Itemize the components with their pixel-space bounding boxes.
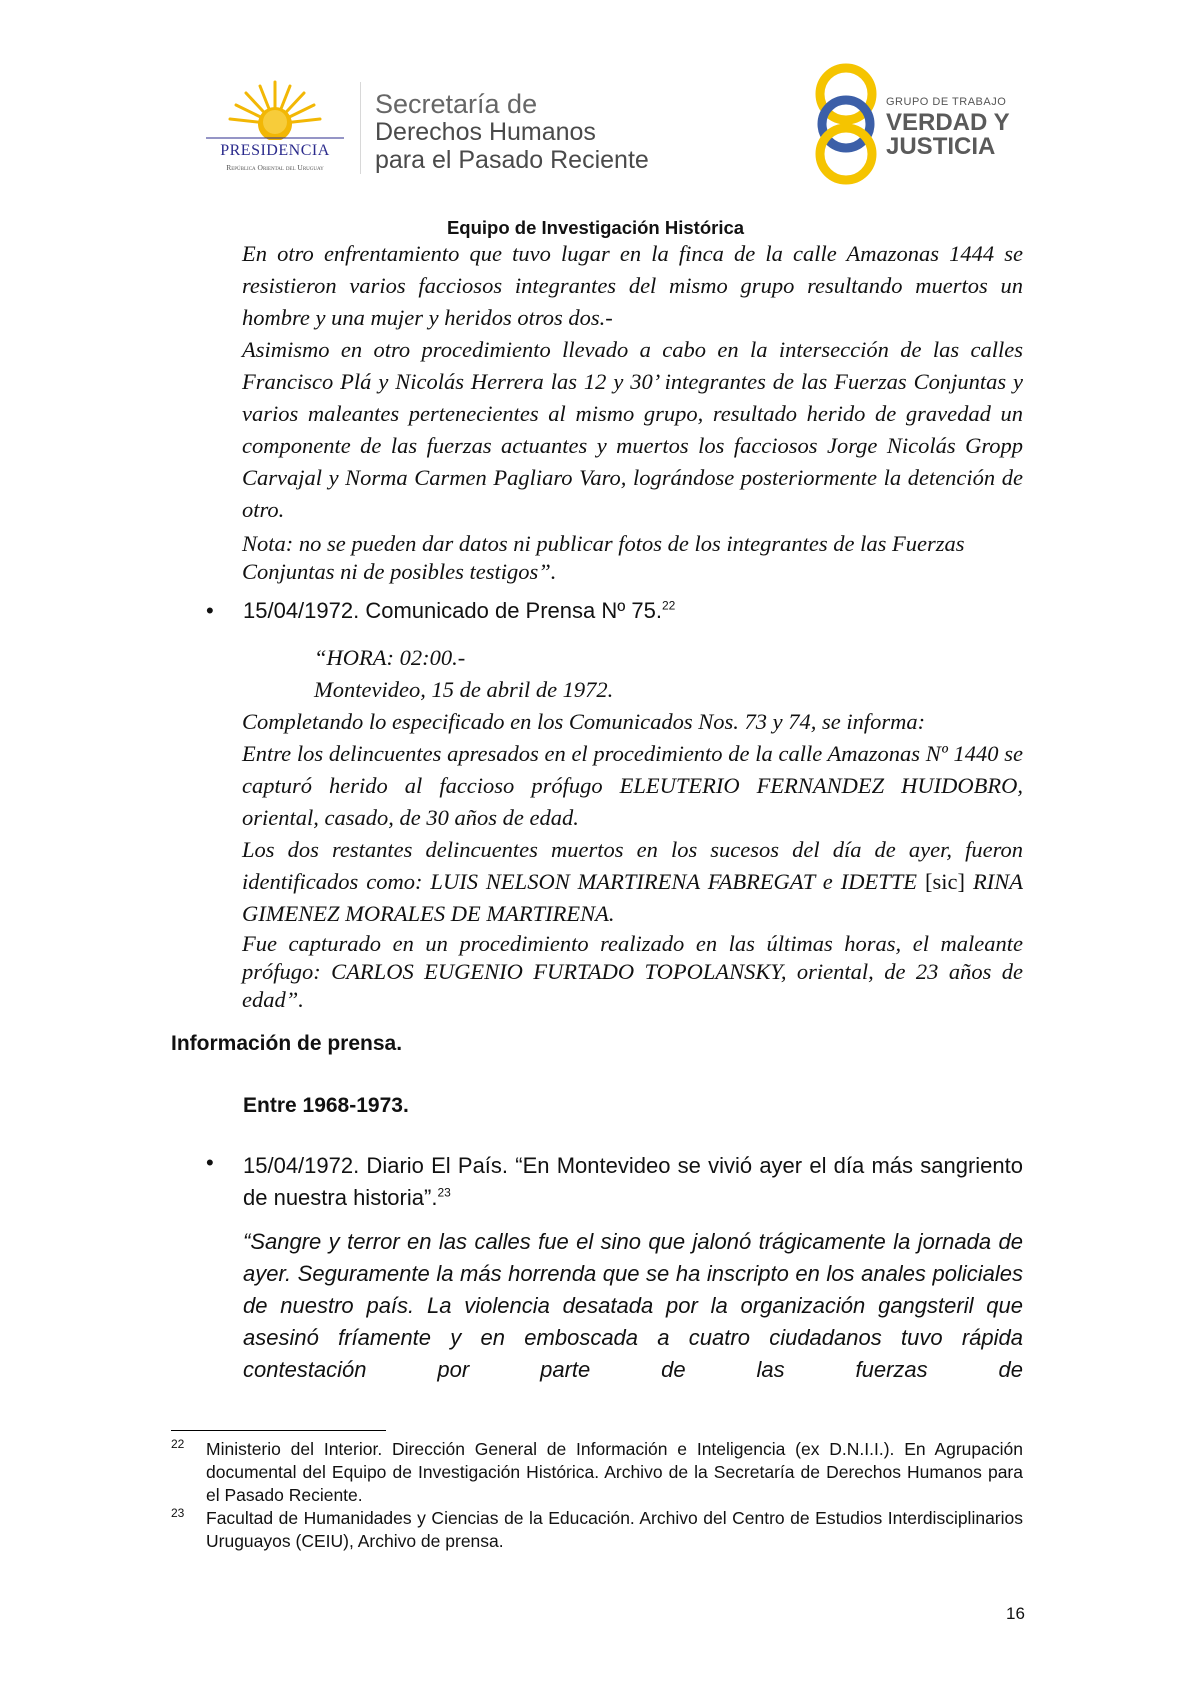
footnote-num-23: 23 bbox=[171, 1506, 185, 1520]
comunicado-p1: Completando lo especificado en los Comunicados Nos. 73 y 74, se informa: bbox=[242, 709, 926, 734]
rings-emblem-icon bbox=[812, 62, 882, 186]
bullet-comunicado bbox=[243, 598, 675, 624]
footnote-separator bbox=[171, 1430, 386, 1431]
comunicado-hora: “HORA: 02:00.- bbox=[314, 645, 466, 670]
paragraph-nota: Nota: no se pueden dar datos ni publicar fotos de los integrantes de las Fuerzas Conjuntas ni de posibles testigos”. bbox=[242, 531, 965, 584]
grupo-logo bbox=[812, 62, 1032, 186]
footnote-ref-22[interactable]: 22 bbox=[661, 598, 676, 613]
bullet-dot-2: • bbox=[206, 1150, 214, 1175]
paragraph-asimismo: Asimismo en otro procedimiento llevado a cabo en la intersección de las calles Francisco Plá y Nicolás Herrera las 12 y 30’ integrantes de las Fuerzas Conjuntas y varios maleantes pertenecientes al mismo grupo, resultado herido de gravedad un componente de las fuerzas actuantes y muertos los facciosos Jorge Nicolás Gropp Carvajal y Norma Carmen Pagliaro Varo, lográndose posteriormente la detención de otro. bbox=[242, 337, 1023, 522]
comunicado-p4: Fue capturado en un procedimiento realizado en las últimas horas, el maleante prófugo: CARLOS EUGENIO FURTADO TOPOLANSKY, oriental, de 23 años de edad”. bbox=[242, 931, 1023, 1012]
presidencia-label: PRESIDENCIA bbox=[220, 142, 330, 159]
grupo-label-justicia: JUSTICIA bbox=[886, 133, 996, 160]
sun-emblem-icon bbox=[196, 78, 354, 140]
equipo-title: Equipo de Investigación Histórica bbox=[446, 217, 745, 238]
page-number: 16 bbox=[1006, 1604, 1025, 1623]
secretaria-title bbox=[375, 90, 649, 174]
presidencia-logo bbox=[196, 78, 354, 176]
secretaria-line-2: Derechos Humanos bbox=[375, 118, 596, 146]
bullet-comunicado-text: 15/04/1972. Comunicado de Prensa Nº 75. bbox=[243, 598, 662, 623]
header-divider bbox=[360, 82, 361, 174]
comunicado-p3-b: RINA GIMENEZ MORALES DE MARTIRENA. bbox=[242, 869, 1023, 926]
grupo-label-small: GRUPO DE TRABAJO bbox=[886, 96, 1007, 108]
secretaria-line-3: para el Pasado Reciente bbox=[375, 146, 649, 174]
sic-mark: [sic] bbox=[925, 869, 966, 894]
secretaria-line-1: Secretaría de bbox=[375, 89, 538, 119]
bullet-dot: • bbox=[206, 598, 214, 623]
footnote-text-22: Ministerio del Interior. Dirección General de Información e Inteligencia (ex D.N.I.I.). En Agrupación documental del Equipo de Investigación Histórica. Archivo de la Secretaría de Derechos Humanos para el Pasado Reciente. bbox=[206, 1439, 1023, 1505]
grupo-label-verdad: VERDAD Y bbox=[886, 109, 1010, 136]
bullet-el-pais-text: 15/04/1972. Diario El País. “En Montevideo se vivió ayer el día más sangriento de nuestra historia”. bbox=[243, 1153, 1023, 1210]
comunicado-p2: Entre los delincuentes apresados en el procedimiento de la calle Amazonas Nº 1440 se capturó herido al faccioso prófugo ELEUTERIO FERNANDEZ HUIDOBRO, oriental, casado, de 30 años de edad. bbox=[242, 741, 1023, 830]
footnote-num-22: 22 bbox=[171, 1437, 185, 1451]
paragraph-enfrentamiento: En otro enfrentamiento que tuvo lugar en la finca de la calle Amazonas 1444 se resistieron varios facciosos integrantes del mismo grupo resultando muertos un hombre y una mujer y heridos otros dos.- bbox=[242, 241, 1023, 330]
heading-informacion-prensa: Información de prensa. bbox=[171, 1032, 403, 1055]
comunicado-fecha: Montevideo, 15 de abril de 1972. bbox=[314, 677, 614, 702]
bullet-el-pais bbox=[243, 1150, 1023, 1214]
heading-entre-fechas: Entre 1968-1973. bbox=[243, 1094, 409, 1117]
quote-el-pais: “Sangre y terror en las calles fue el sino que jalonó trágicamente la jornada de ayer. Seguramente la más horrenda que se ha inscripto en los anales policiales de nuestro país. La violencia desatada por la organización gangsteril que asesinó fríamente y en emboscada a cuatro ciudadanos tuvo rápida contestación por parte de las fuerzas de bbox=[243, 1229, 1023, 1382]
republica-label: República Oriental del Uruguay bbox=[226, 163, 324, 172]
footnote-ref-23[interactable]: 23 bbox=[437, 1185, 451, 1200]
footnote-text-23: Facultad de Humanidades y Ciencias de la Educación. Archivo del Centro de Estudios Interdisciplinarios Uruguayos (CEIU), Archivo de prensa. bbox=[206, 1508, 1023, 1551]
comunicado-p3-a: Los dos restantes delincuentes muertos en los sucesos del día de ayer, fueron identificados como: LUIS NELSON MARTIRENA FABREGAT e IDETTE bbox=[242, 837, 1023, 894]
comunicado-p3 bbox=[242, 834, 1023, 930]
